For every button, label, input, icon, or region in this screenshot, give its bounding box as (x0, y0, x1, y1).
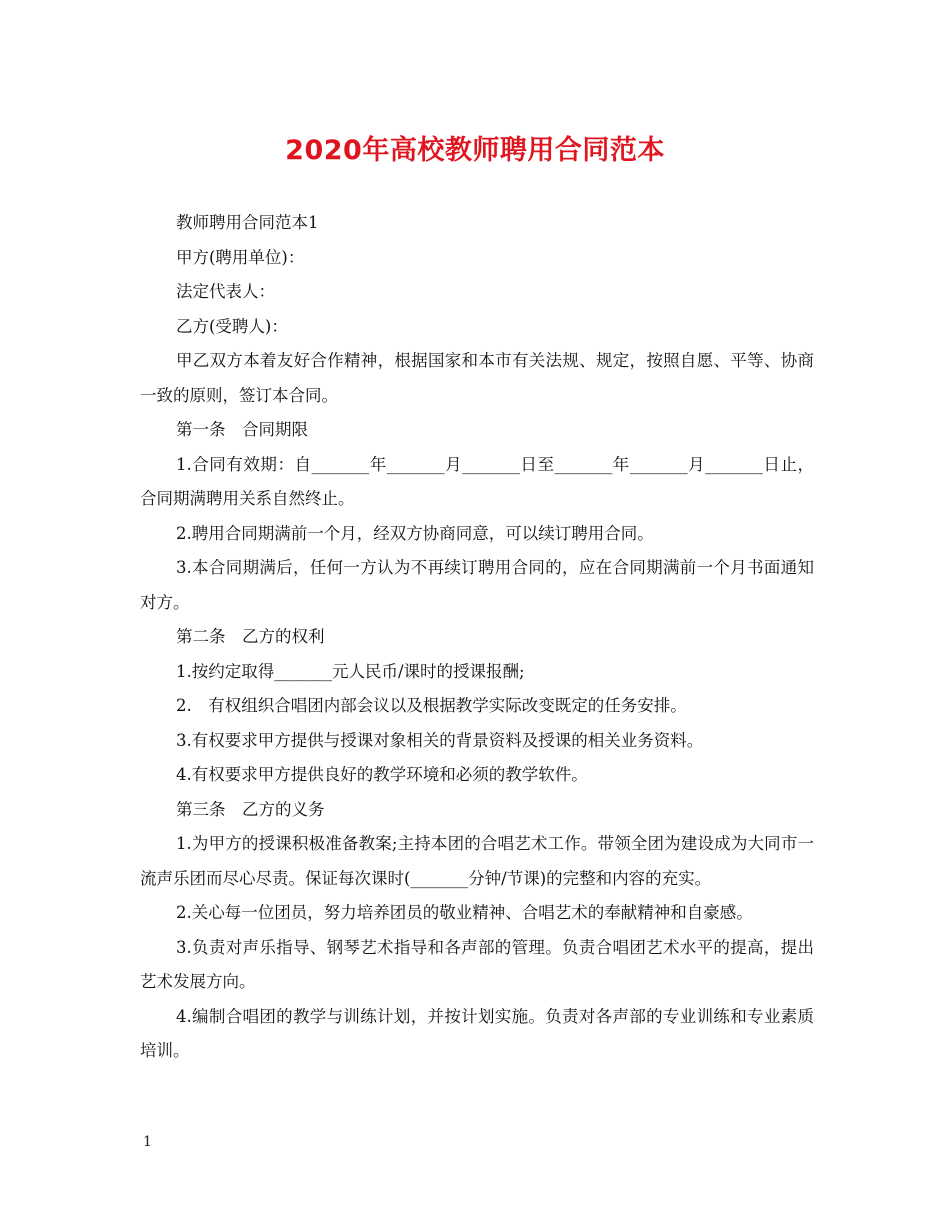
document-title: 2020年高校教师聘用合同范本 (285, 135, 665, 166)
section-heading: 第一条 合同期限 (176, 420, 308, 439)
paragraph: 3.有权要求甲方提供与授课对象相关的背景资料及授课的相关业务资料。 (176, 730, 704, 750)
paragraph: 4.编制合唱团的教学与训练计划，并按计划实施。负责对各声部的专业训练和专业素质培训。 (140, 1006, 814, 1060)
paragraph: 3.负责对声乐指导、钢琴艺术指导和各声部的管理。负责合唱团艺术水平的提高，提出艺术发展方向。 (140, 937, 814, 991)
section-heading: 第二条 乙方的权利 (176, 627, 325, 646)
paragraph: 2.聘用合同期满前一个月，经双方协商同意，可以续订聘用合同。 (176, 523, 654, 543)
section-heading: 第三条 乙方的义务 (176, 799, 325, 819)
paragraph: 2. 有权组织合唱团内部会议以及根据教学实际改变既定的任务安排。 (176, 696, 687, 715)
paragraph: 1.为甲方的授课积极准备教案;主持本团的合唱艺术工作。带领全团为建设成为大同市一流声乐团而尽心尽责。保证每次课时(_______分钟/节课)的完整和内容的充实。 (140, 834, 814, 888)
paragraph: 3.本合同期满后，任何一方认为不再续订聘用合同的，应在合同期满前一个月书面通知对方。 (140, 558, 814, 612)
page-number: 1 (143, 1134, 152, 1150)
paragraph: 甲乙双方本着友好合作精神，根据国家和本市有关法规、规定，按照自愿、平等、协商一致的原则，签订本合同。 (140, 351, 814, 405)
paragraph: 乙方(受聘人)： (176, 316, 288, 336)
paragraph: 教师聘用合同范本1 (176, 213, 319, 232)
paragraph: 甲方(聘用单位)： (176, 247, 305, 267)
paragraph: 2.关心每一位团员，努力培养团员的敬业精神、合唱艺术的奉献精神和自豪感。 (176, 903, 753, 922)
paragraph: 法定代表人： (176, 282, 275, 301)
paragraph: 1.按约定取得_______元人民币/课时的授课报酬; (176, 661, 525, 681)
paragraph: 4.有权要求甲方提供良好的教学环境和必须的教学软件。 (176, 765, 588, 784)
document-body (140, 206, 814, 1069)
paragraph: 1.合同有效期：自_______年_______月_______日至_______年_______月_______日止，合同期满聘用关系自然终止。 (140, 454, 814, 508)
